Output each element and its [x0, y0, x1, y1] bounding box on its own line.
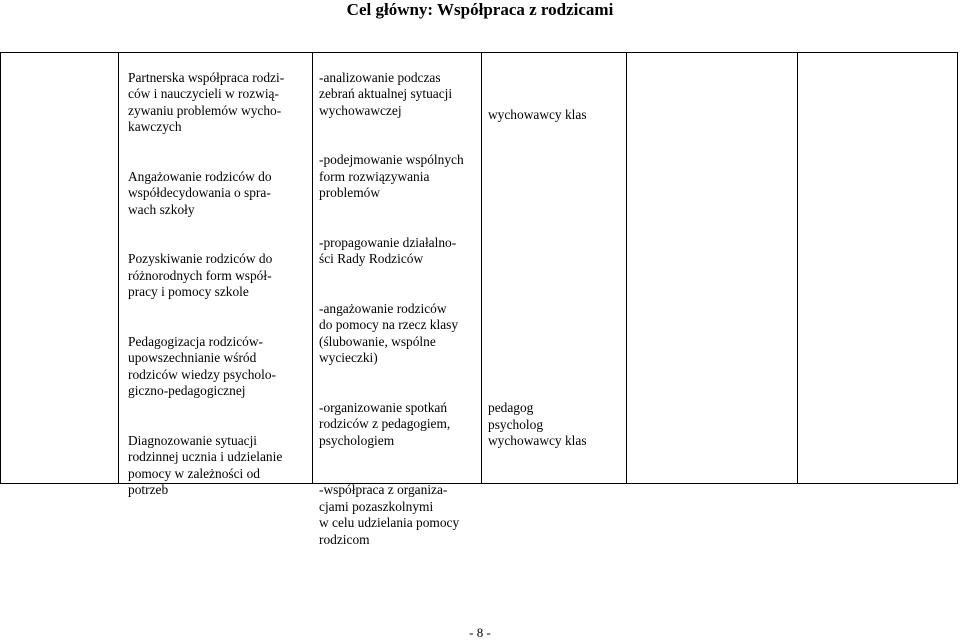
responsible-bottom: pedagog psycholog wychowawcy klas — [488, 400, 587, 448]
page-title: Cel główny: Współpraca z rodzicami — [346, 0, 614, 19]
task-item: Angażowanie rodziców do współdecydowania o spra- wach szkoły — [128, 168, 272, 217]
form-item: -angażowanie rodziców do pomocy na rzecz klasy (ślubowanie, wspólne wycieczki) — [319, 300, 459, 365]
column-divider — [312, 53, 313, 483]
task-item: Diagnozowanie sytuacji rodzinnej ucznia i udzielanie pomocy w zależności od potrzeb — [128, 432, 283, 497]
form-item: -propagowanie działalno- ści Rady Rodziców — [319, 234, 457, 266]
document-table — [0, 52, 958, 547]
form-item: -podejmowanie wspólnych form rozwiązywania problemów — [319, 152, 464, 200]
task-item: Pozyskiwanie rodziców do różnorodnych form współ- pracy i pomocy szkole — [128, 251, 273, 299]
task-item: Pedagogizacja rodziców- upowszechnianie wśród rodziców wiedzy psycholo- giczno-pedagogicznej — [128, 333, 276, 398]
form-item: -współpraca z organiza- cjami pozaszkolnymi w celu udzielania pomocy rodzicom — [319, 482, 460, 547]
column-divider — [118, 53, 119, 483]
column-divider — [797, 53, 798, 483]
column-divider — [0, 53, 1, 483]
responsible-column — [488, 53, 624, 483]
forms-column — [319, 53, 489, 547]
responsible-top: wychowawcy klas — [488, 107, 587, 122]
form-item: -analizowanie podczas zebrań aktualnej sytuacji wychowawczej — [319, 69, 453, 118]
column-divider — [626, 53, 627, 483]
task-item: Partnerska współpraca rodzi- ców i nauczycieli w rozwią- zywaniu problemów wycho- kawczych — [128, 69, 285, 134]
page-number: - 8 - — [469, 625, 491, 640]
tasks-column — [128, 53, 310, 497]
form-item: -organizowanie spotkań rodziców z pedagogiem, psychologiem — [319, 399, 451, 448]
